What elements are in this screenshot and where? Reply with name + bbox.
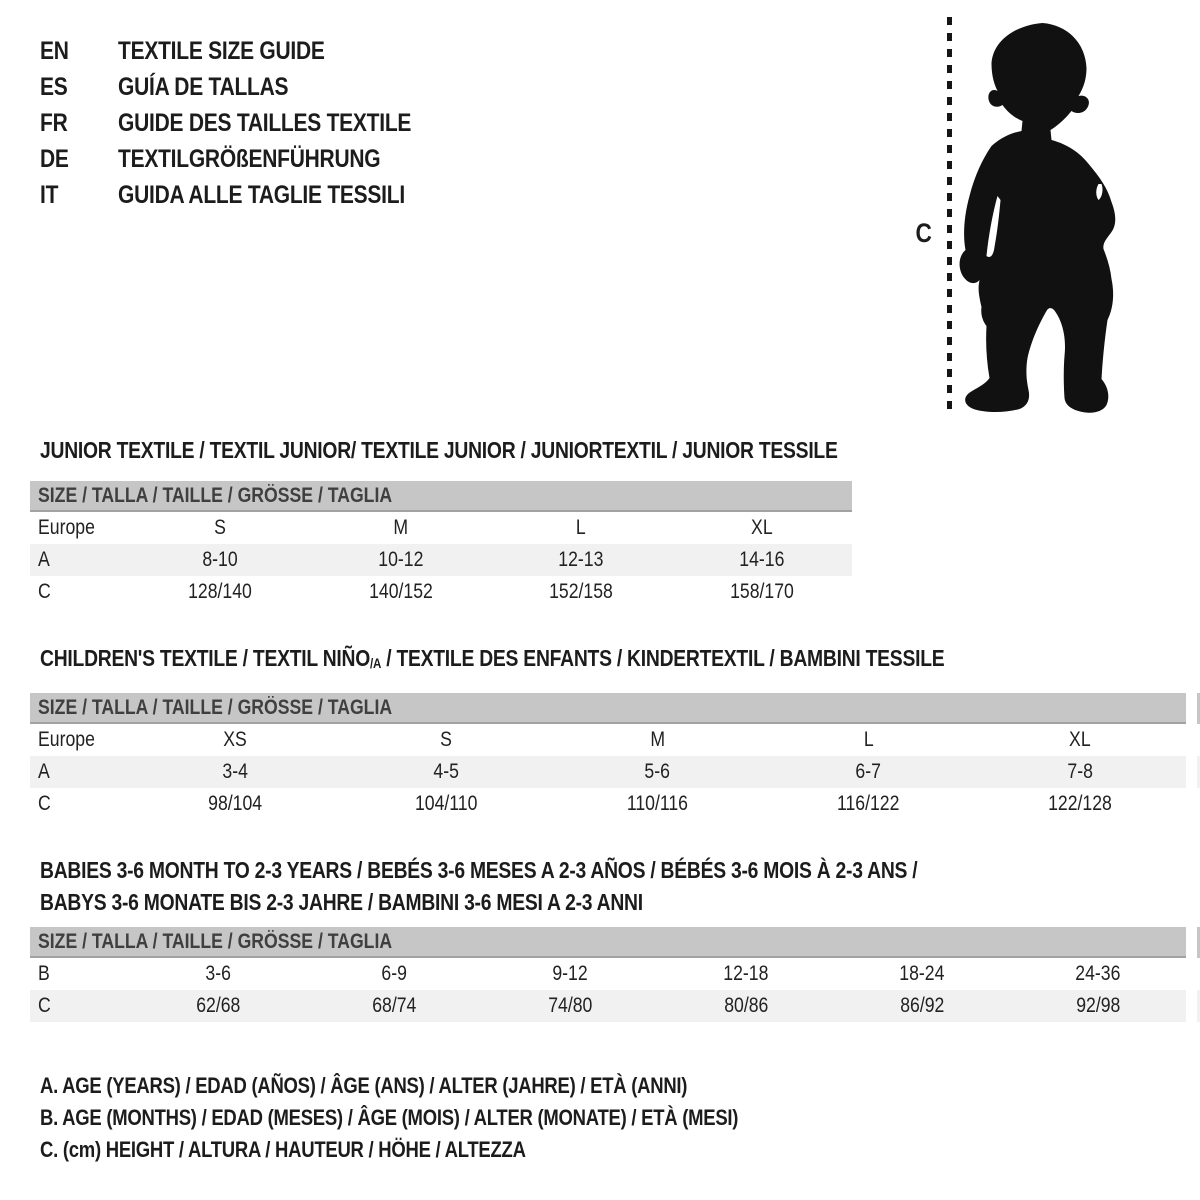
table-row-months bbox=[30, 958, 1186, 990]
language-code: ES bbox=[40, 72, 68, 101]
babies-size-table bbox=[30, 927, 1186, 1022]
language-code: EN bbox=[40, 36, 69, 65]
size-cell: 18-24 bbox=[899, 962, 945, 985]
size-cell: 68/74 bbox=[306, 990, 482, 1022]
row-label: A bbox=[30, 756, 130, 788]
column-header: XL bbox=[1069, 728, 1091, 751]
height-measure-label: C bbox=[915, 218, 932, 248]
size-cell: 98/104 bbox=[208, 792, 263, 815]
language-title: TEXTILE SIZE GUIDE bbox=[118, 36, 325, 65]
size-bar-header: SIZE / TALLA / TAILLE / GRÖSSE / TAGLIA bbox=[30, 927, 1186, 958]
size-cell: 10-12 bbox=[310, 544, 491, 576]
column-header: M bbox=[650, 728, 665, 751]
size-cell: 104/110 bbox=[415, 792, 478, 815]
size-cell: 86/92 bbox=[834, 990, 1010, 1022]
legend-line-c: C. (cm) HEIGHT / ALTURA / HAUTEUR / HÖHE / ALTEZZA bbox=[40, 1137, 526, 1162]
legend-line-a: A. AGE (YEARS) / EDAD (AÑOS) / ÂGE (ANS) / ALTER (JAHRE) / ETÀ (ANNI) bbox=[40, 1073, 688, 1098]
size-cell: 6-9 bbox=[381, 962, 407, 985]
size-cell: 4-5 bbox=[341, 756, 552, 788]
size-cell: 152/158 bbox=[549, 580, 613, 603]
column-header: L bbox=[576, 516, 586, 539]
size-bar-header: SIZE / TALLA / TAILLE / GRÖSSE / TAGLIA bbox=[30, 693, 1186, 724]
size-cell: 5-6 bbox=[552, 756, 763, 788]
row-label: C bbox=[38, 580, 51, 603]
table-row-age bbox=[30, 544, 852, 576]
size-cell: 62/68 bbox=[130, 990, 306, 1022]
language-title: GUIDE DES TAILLES TEXTILE bbox=[118, 108, 412, 137]
size-cell: 12-13 bbox=[491, 544, 671, 576]
measure-legend bbox=[40, 1070, 871, 1166]
language-row-it bbox=[40, 177, 467, 213]
column-header: XL bbox=[750, 516, 773, 539]
children-size-table bbox=[30, 693, 1186, 820]
language-code: IT bbox=[40, 180, 59, 209]
size-cell: 9-12 bbox=[552, 962, 588, 985]
size-cell: 14-16 bbox=[671, 544, 852, 576]
size-cell: 24-36 bbox=[1075, 962, 1121, 985]
size-cell: 74/80 bbox=[482, 990, 658, 1022]
language-title: TEXTILGRÖßENFÜHRUNG bbox=[118, 144, 381, 173]
size-cell: 80/86 bbox=[658, 990, 834, 1022]
babies-section-heading: BABIES 3-6 MONTH TO 2-3 YEARS / BEBÉS 3-6 MESES A 2-3 AÑOS / BÉBÉS 3-6 MOIS À 2-3 ANS / BABYS 3-6 MONATE BIS 2-3 JAHRE / BAMBINI 3-6 MESI A 2-3 ANNI bbox=[40, 857, 918, 915]
size-cell: 6-7 bbox=[763, 756, 974, 788]
children-table bbox=[30, 724, 1186, 820]
size-cell: 3-4 bbox=[130, 756, 341, 788]
babies-table bbox=[30, 958, 1186, 1022]
table-row-columns bbox=[30, 724, 1186, 756]
row-label: A bbox=[30, 544, 130, 576]
language-code: FR bbox=[40, 108, 68, 137]
size-cell: 158/170 bbox=[729, 580, 794, 603]
size-cell: 3-6 bbox=[205, 962, 231, 985]
language-code: DE bbox=[40, 144, 69, 173]
height-dashed-line bbox=[947, 17, 952, 415]
row-label: C bbox=[38, 792, 51, 815]
table-row-height bbox=[30, 788, 1186, 820]
column-header: M bbox=[393, 516, 408, 539]
row-label: C bbox=[30, 990, 130, 1022]
junior-section-heading: JUNIOR TEXTILE / TEXTIL JUNIOR/ TEXTILE JUNIOR / JUNIORTEXTIL / JUNIOR TESSILE bbox=[40, 437, 838, 463]
size-cell: 122/128 bbox=[1048, 792, 1112, 815]
column-header: Europe bbox=[38, 728, 95, 751]
language-row-en bbox=[40, 33, 467, 69]
language-row-de bbox=[40, 141, 467, 177]
row-label: B bbox=[38, 962, 50, 985]
column-header: S bbox=[214, 516, 226, 539]
language-title: GUÍA DE TALLAS bbox=[118, 72, 289, 101]
table-row-columns bbox=[30, 512, 852, 544]
size-cell: 92/98 bbox=[1010, 990, 1186, 1022]
column-header: XS bbox=[223, 728, 248, 751]
junior-size-table bbox=[30, 481, 852, 608]
language-row-es bbox=[40, 69, 467, 105]
column-header: Europe bbox=[38, 516, 95, 539]
size-cell: 128/140 bbox=[188, 580, 252, 603]
size-cell: 8-10 bbox=[130, 544, 310, 576]
table-row-height bbox=[30, 576, 852, 608]
size-cell: 110/116 bbox=[626, 792, 689, 815]
language-title-list bbox=[40, 33, 467, 213]
junior-table bbox=[30, 512, 852, 608]
size-cell: 7-8 bbox=[974, 756, 1186, 788]
table-row-height bbox=[30, 990, 1186, 1022]
column-header: S bbox=[440, 728, 453, 751]
table-row-age bbox=[30, 756, 1186, 788]
size-cell: 116/122 bbox=[837, 792, 900, 815]
children-section-heading: CHILDREN'S TEXTILE / TEXTIL NIÑO/A / TEXTILE DES ENFANTS / KINDERTEXTIL / BAMBINI TESSILE bbox=[40, 645, 945, 672]
size-cell: 12-18 bbox=[723, 962, 769, 985]
language-row-fr bbox=[40, 105, 467, 141]
size-bar-header: SIZE / TALLA / TAILLE / GRÖSSE / TAGLIA bbox=[30, 481, 852, 512]
column-header: L bbox=[863, 728, 874, 751]
toddler-silhouette-icon bbox=[955, 16, 1141, 416]
nino-a-subscript: /A bbox=[370, 656, 382, 672]
size-cell: 140/152 bbox=[368, 580, 433, 603]
legend-line-b: B. AGE (MONTHS) / EDAD (MESES) / ÂGE (MOIS) / ALTER (MONATE) / ETÀ (MESI) bbox=[40, 1105, 739, 1130]
language-title: GUIDA ALLE TAGLIE TESSILI bbox=[118, 180, 405, 209]
